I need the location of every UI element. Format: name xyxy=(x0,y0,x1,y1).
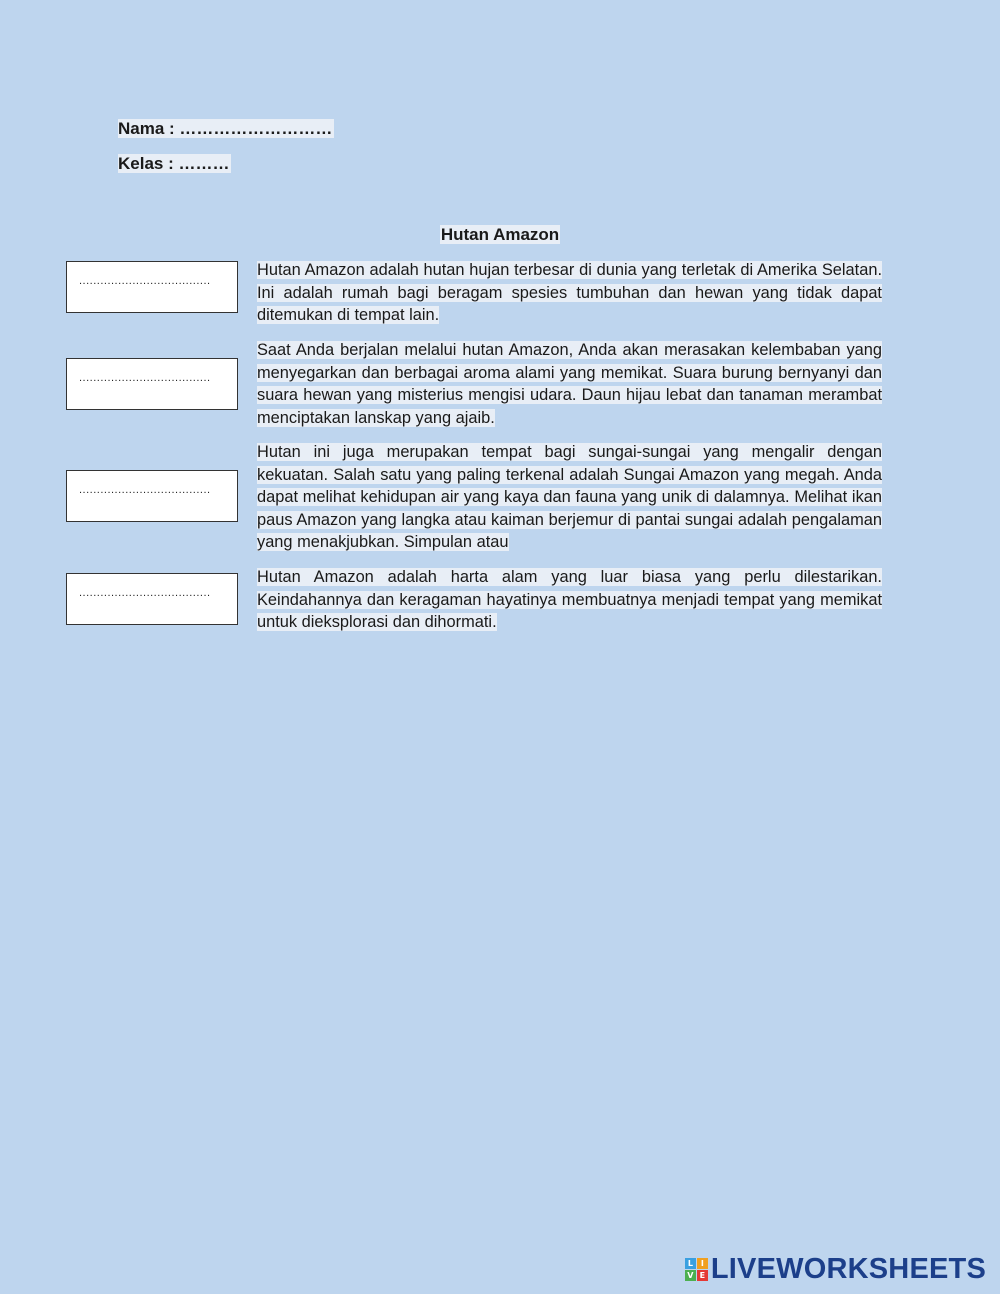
page-title xyxy=(0,224,1000,246)
paragraph-text: Hutan Amazon adalah hutan hujan terbesar di dunia yang terletak di Amerika Selatan. Ini adalah rumah bagi beragam spesies tumbuhan dan hewan yang tidak dapat ditemukan di tempat lain. xyxy=(257,261,882,324)
paragraph-2 xyxy=(257,339,882,429)
answer-box-4[interactable] xyxy=(66,573,238,625)
paragraph-text: Saat Anda berjalan melalui hutan Amazon, Anda akan merasakan kelembaban yang menyegarkan dan berbagai aroma alami yang memikat. Suara burung bernyanyi dan suara hewan yang misterius mengisi udara. Daun hijau lebat dan tanaman merambat menciptakan lanskap yang ajaib. xyxy=(257,341,882,427)
answer-box-1[interactable] xyxy=(66,261,238,313)
answer-placeholder: ..................................... xyxy=(79,275,211,287)
answer-box-3[interactable] xyxy=(66,470,238,522)
paragraph-text: Hutan ini juga merupakan tempat bagi sungai-sungai yang mengalir dengan kekuatan. Salah satu yang paling terkenal adalah Sungai Amazon yang megah. Anda dapat melihat kehidupan air yang kaya dan fauna yang unik di dalamnya. Melihat ikan paus Amazon yang langka atau kaiman berjemur di pantai sungai adalah pengalaman yang menakjubkan. Simpulan atau xyxy=(257,443,882,551)
name-label: Nama : ……………………… xyxy=(118,119,333,138)
logo-mark-icon xyxy=(685,1258,708,1281)
logo-mark-v: V xyxy=(685,1270,696,1281)
logo-mark-i: I xyxy=(697,1258,708,1269)
liveworksheets-logo xyxy=(685,1253,986,1285)
answer-placeholder: ..................................... xyxy=(79,587,211,599)
paragraph-1 xyxy=(257,259,882,327)
answer-placeholder: ..................................... xyxy=(79,372,211,384)
paragraph-text: Hutan Amazon adalah harta alam yang luar biasa yang perlu dilestarikan. Keindahannya dan keragaman hayatinya membuatnya menjadi tempat yang memikat untuk dieksplorasi dan dihormati. xyxy=(257,568,882,631)
logo-mark-e: E xyxy=(697,1270,708,1281)
class-label: Kelas : ……… xyxy=(118,154,230,173)
title-text: Hutan Amazon xyxy=(440,225,560,244)
class-field xyxy=(118,153,231,175)
answer-box-2[interactable] xyxy=(66,358,238,410)
logo-mark-l: L xyxy=(685,1258,696,1269)
answer-placeholder: ..................................... xyxy=(79,484,211,496)
logo-text: LIVEWORKSHEETS xyxy=(710,1253,986,1285)
paragraph-3 xyxy=(257,441,882,554)
paragraph-4 xyxy=(257,566,882,634)
name-field xyxy=(118,118,334,140)
